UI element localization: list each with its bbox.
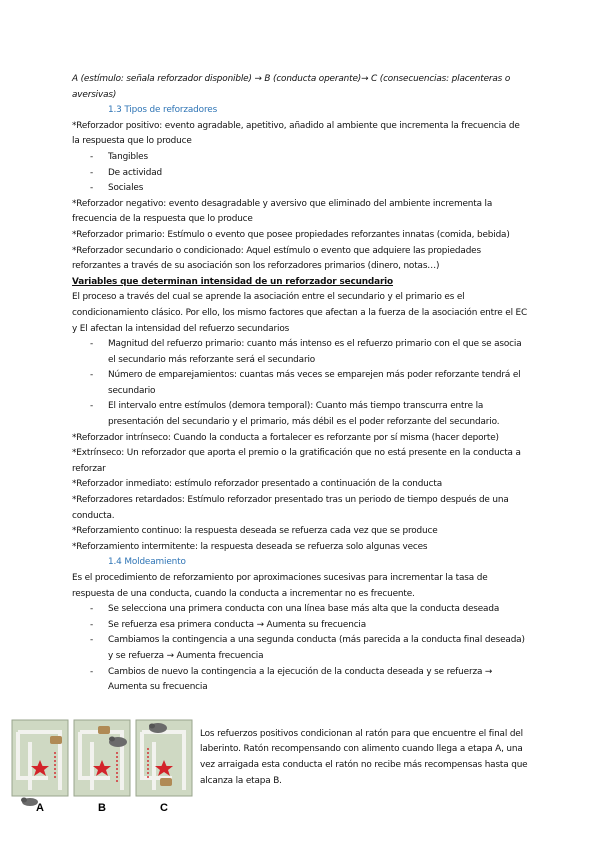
section-heading-moldeamiento: 1.4 Moldeamiento xyxy=(108,557,186,568)
document-body xyxy=(72,72,528,696)
maze-panel-c xyxy=(136,720,192,796)
reforzador-intrinseco: *Reforzador intrínseco: Cuando la conducta a fortalecer es reforzante por sí misma (hacer deporte) xyxy=(72,432,499,443)
list-item: - Cambios de nuevo la contingencia a la ejecución de la conducta deseada y se refuerza → Aumenta su frecuencia xyxy=(72,665,528,696)
moldeamiento-intro: Es el procedimiento de reforzamiento por aproximaciones sucesivas para incrementar la tasa de respuesta de una conducta, cuando la conducta a incrementar no es frecuente. xyxy=(72,573,488,599)
reforzamiento-continuo: *Reforzamiento continuo: la respuesta deseada se refuerza cada vez que se produce xyxy=(72,526,438,537)
moldeamiento-figure-row xyxy=(10,718,540,814)
list-item: - Se selecciona una primera conducta con una línea base más alta que la conducta deseada xyxy=(72,602,528,618)
variables-title: Variables que determinan intensidad de un reforzador secundario xyxy=(72,276,394,287)
list-item: - De actividad xyxy=(72,166,528,182)
maze-panel-a xyxy=(12,720,68,806)
maze-figure xyxy=(10,718,196,814)
figure-label-a: A xyxy=(36,802,44,814)
reforzador-secundario: *Reforzador secundario o condicionado: Aquel estímulo o evento que adquiere las propiedades reforzantes a través de su asociación son los reforzadores primarios (dinero, notas…) xyxy=(72,245,481,272)
figure-label-c: C xyxy=(160,802,168,814)
reforzamiento-intermitente: *Reforzamiento intermitente: la respuesta deseada se refuerza solo algunas veces xyxy=(72,541,428,552)
list-item: - Sociales xyxy=(72,181,528,197)
variables-intro: El proceso a través del cual se aprende la asociación entre el secundario y el primario es el condicionamiento clásico. Por ello, los mismo factores que afectan a la fuerza de la asociación entre el EC y El afectan la intensidad del refuerzo secundarios xyxy=(72,292,528,334)
figure-label-b: B xyxy=(98,802,106,814)
list-item: - Número de emparejamientos: cuantas más veces se emparejen más poder reforzante tendrá el secundario xyxy=(72,368,528,399)
reforzador-extrinseco: *Extrínseco: Un reforzador que aporta el premio o la gratificación que no está presente en la conducta a reforzar xyxy=(72,448,521,474)
variables-list xyxy=(72,337,528,431)
list-item: - Magnitud del refuerzo primario: cuanto más intenso es el refuerzo primario con el que se asocia el secundario más reforzante será el secundario xyxy=(72,337,528,368)
reforzador-positivo: *Reforzador positivo: evento agradable, apetitivo, añadido al ambiente que incrementa la frecuencia de la respuesta que lo produce xyxy=(72,120,520,147)
moldeamiento-list xyxy=(72,602,528,696)
reforzador-primario: *Reforzador primario: Estímulo o evento que posee propiedades reforzantes innatas (comida, bebida) xyxy=(72,229,510,240)
abc-formula: A (estímulo: señala reforzador disponible) → B (conducta operante)→ C (consecuencias: placenteras o aversivas) xyxy=(72,74,511,100)
list-item: - Se refuerza esa primera conducta → Aumenta su frecuencia xyxy=(72,618,528,634)
maze-panel-b xyxy=(74,720,130,796)
list-item: - El intervalo entre estímulos (demora temporal): Cuanto más tiempo transcurra entre la presentación del secundario y el primario, más débil es el poder reforzante del secundario. xyxy=(72,399,528,430)
positivo-list xyxy=(72,150,528,197)
reforzador-negativo: *Reforzador negativo: evento desagradable y aversivo que eliminado del ambiente incrementa la frecuencia de la respuesta que lo produce xyxy=(72,198,493,225)
section-heading-tipos-reforzadores: 1.3 Tipos de reforzadores xyxy=(108,105,218,116)
figure-caption: Los refuerzos positivos condicionan al ratón para que encuentre el final del laberinto. Ratón recompensando con alimento cuando llega a etapa A, una vez arraigada esta conducta el ratón no recibe más recompensas hasta que alcanza la etapa B. xyxy=(200,728,528,786)
reforzador-inmediato: *Reforzador inmediato: estímulo reforzador presentado a continuación de la conducta xyxy=(72,479,443,490)
reforzadores-retardados: *Reforzadores retardados: Estímulo reforzador presentado tras un periodo de tiempo después de una conducta. xyxy=(72,495,509,521)
list-item: - Tangibles xyxy=(72,150,528,166)
list-item: - Cambiamos la contingencia a una segunda conducta (más parecida a la conducta final deseada) y se refuerza → Aumenta frecuencia xyxy=(72,633,528,664)
